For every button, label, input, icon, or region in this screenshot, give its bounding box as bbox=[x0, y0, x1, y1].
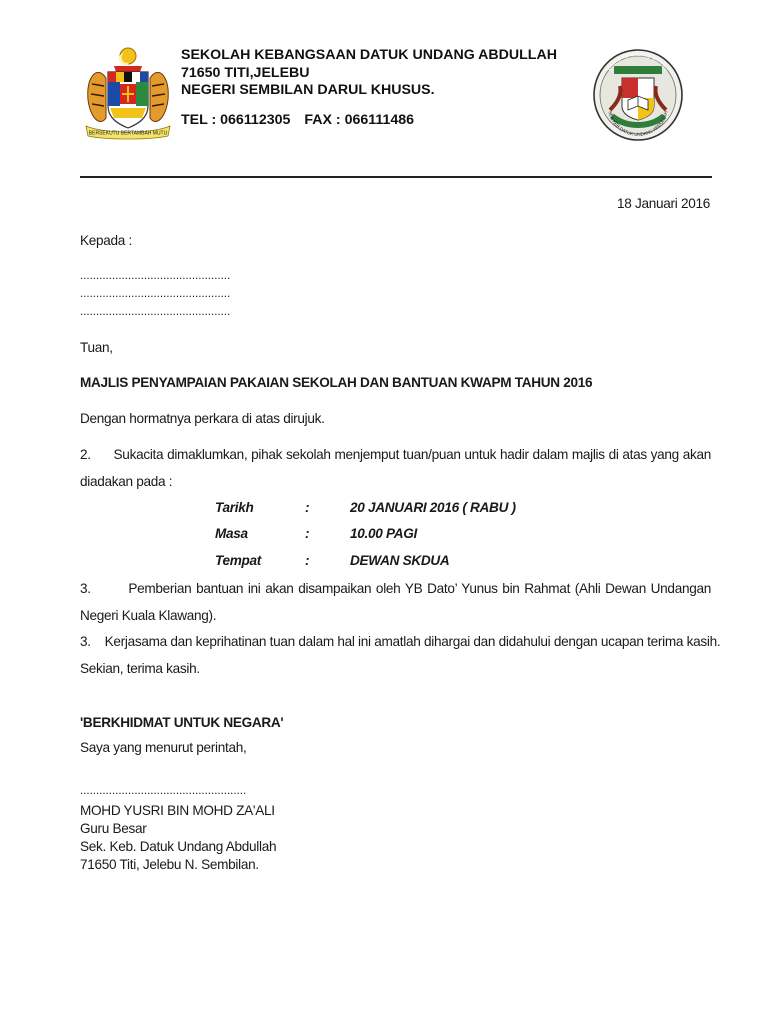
signatory-name: MOHD YUSRI BIN MOHD ZA'ALI bbox=[80, 803, 275, 818]
school-address-line1: 71650 TITI,JELEBU bbox=[181, 64, 310, 81]
recipient-label: Kepada : bbox=[80, 233, 133, 248]
letter-date: 18 Januari 2016 bbox=[617, 196, 710, 211]
event-label: Tarikh bbox=[215, 500, 254, 515]
coat-of-arms-logo bbox=[80, 44, 176, 140]
closing-line: Sekian, terima kasih. bbox=[80, 661, 200, 676]
badge-bottom-text: SEK KEB DATUK UNDANG ABDULLAH bbox=[607, 110, 669, 138]
fax-number: FAX : 066111486 bbox=[304, 111, 415, 128]
event-label: Masa bbox=[215, 526, 248, 541]
signatory-address: 71650 Titi, Jelebu N. Sembilan. bbox=[80, 857, 259, 872]
invitation-paragraph: 2. Sukacita dimaklumkan, pihak sekolah menjemput tuan/puan untuk hadir dalam majlis di atas yang akan diadakan pada : bbox=[80, 447, 711, 489]
crest-motto-text: BERSEKUTU BERTAMBAH MUTU bbox=[88, 130, 168, 137]
school-letterhead bbox=[181, 47, 591, 129]
guest-paragraph: 3. Pemberian bantuan ini akan disampaikan oleh YB Dato’ Yunus bin Rahmat (Ahli Dewan Undangan Negeri Kuala Klawang). bbox=[80, 581, 711, 623]
event-label: Tempat bbox=[215, 553, 262, 568]
telephone-number: TEL : 066112305 bbox=[181, 111, 291, 128]
letter-subject: MAJLIS PENYAMPAIAN PAKAIAN SEKOLAH DAN BANTUAN KWAPM TAHUN 2016 bbox=[80, 375, 593, 390]
appreciation-paragraph: 3. Kerjasama dan keprihatinan tuan dalam hal ini amatlah dihargai dan didahului dengan ucapan terima kasih. bbox=[80, 634, 721, 649]
event-value: 20 JANUARI 2016 ( RABU ) bbox=[350, 500, 516, 515]
recipient-address-line: ............................................... bbox=[80, 288, 231, 300]
salutation: Tuan, bbox=[80, 340, 113, 355]
event-value: DEWAN SKDUA bbox=[350, 553, 450, 568]
event-separator: : bbox=[305, 553, 310, 568]
header-divider bbox=[80, 176, 712, 178]
event-separator: : bbox=[305, 500, 310, 515]
motto: 'BERKHIDMAT UNTUK NEGARA' bbox=[80, 715, 284, 730]
opening-line: Dengan hormatnya perkara di atas dirujuk. bbox=[80, 411, 325, 426]
recipient-address-line: ............................................... bbox=[80, 306, 231, 318]
event-value: 10.00 PAGI bbox=[350, 526, 418, 541]
order-line: Saya yang menurut perintah, bbox=[80, 740, 247, 755]
signature-line: .................................................... bbox=[80, 785, 247, 797]
contact-line bbox=[181, 112, 591, 130]
recipient-address-line: ............................................... bbox=[80, 270, 231, 282]
signatory-school: Sek. Keb. Datuk Undang Abdullah bbox=[80, 839, 277, 854]
event-separator: : bbox=[305, 526, 310, 541]
signatory-title: Guru Besar bbox=[80, 821, 147, 836]
badge-top-text: MINDA TERBILANG JELEBU bbox=[607, 51, 669, 73]
school-name: SEKOLAH KEBANGSAAN DATUK UNDANG ABDULLAH bbox=[181, 47, 557, 63]
school-address-line2: NEGERI SEMBILAN DARUL KHUSUS. bbox=[181, 82, 435, 98]
school-badge-logo bbox=[592, 48, 684, 142]
